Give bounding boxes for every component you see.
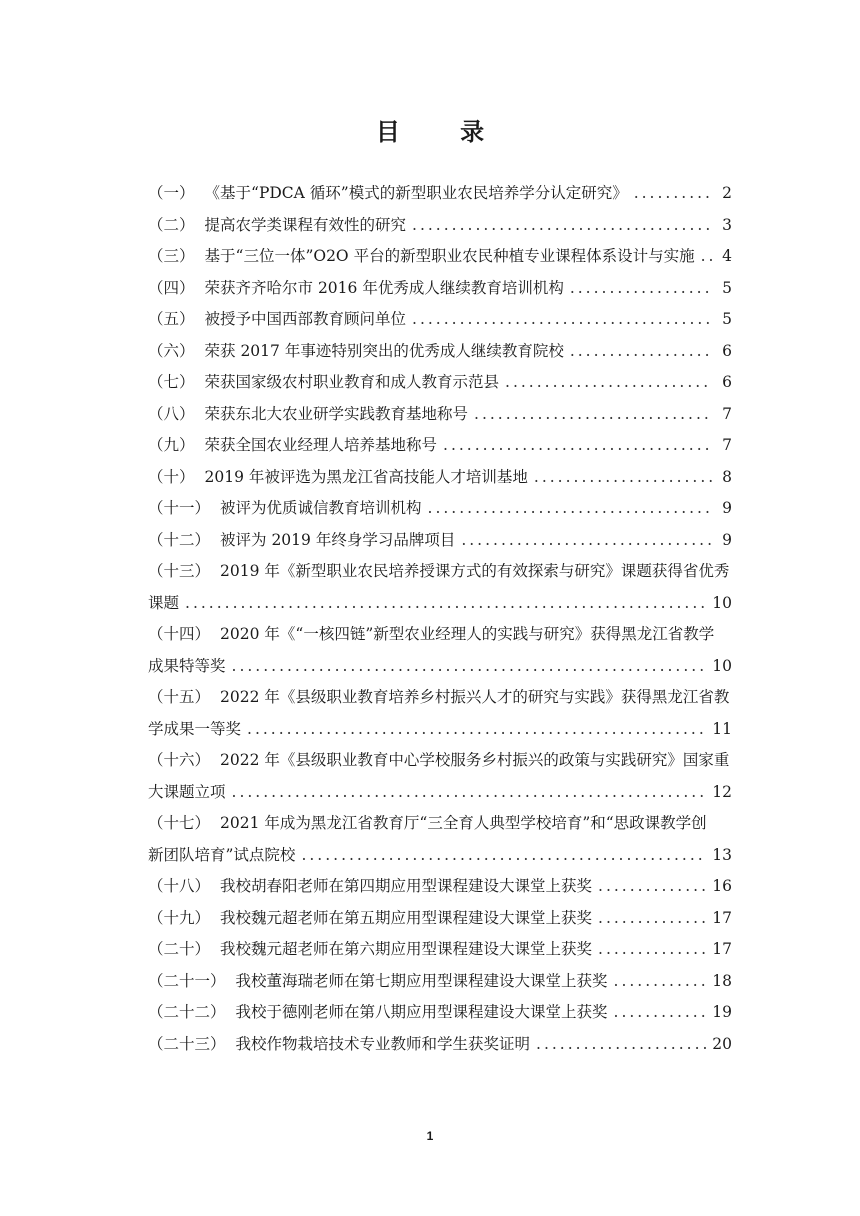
toc-entry[interactable] bbox=[148, 525, 732, 557]
toc-dot-leader bbox=[461, 525, 712, 557]
toc-entry[interactable] bbox=[148, 808, 732, 871]
toc-dot-leader bbox=[428, 493, 712, 525]
toc-entry-page: 2 bbox=[722, 184, 732, 202]
toc-entry[interactable] bbox=[148, 241, 732, 273]
toc-entry-number: （十九） bbox=[148, 908, 211, 927]
toc-entry-page: 7 bbox=[722, 436, 732, 454]
toc-dot-leader bbox=[701, 241, 712, 273]
toc-entry-page: 4 bbox=[722, 247, 732, 265]
toc-entry-title-continued: 成果特等奖 bbox=[148, 656, 226, 675]
toc-entry-page: 12 bbox=[712, 782, 732, 801]
toc-entry[interactable] bbox=[148, 903, 732, 935]
toc-entry-title: 我校魏元超老师在第五期应用型课程建设大课堂上获奖 bbox=[220, 908, 593, 927]
toc-entry[interactable] bbox=[148, 493, 732, 525]
toc-dot-leader bbox=[185, 588, 706, 620]
toc-entry-title: 我校魏元超老师在第六期应用型课程建设大课堂上获奖 bbox=[220, 940, 593, 958]
toc-dot-leader bbox=[570, 273, 712, 305]
toc-entry-page: 17 bbox=[712, 908, 732, 927]
toc-entry-number: （十五） bbox=[148, 688, 211, 706]
toc-entry-number: （七） bbox=[148, 373, 195, 391]
toc-entry[interactable] bbox=[148, 430, 732, 462]
toc-entry[interactable] bbox=[148, 462, 732, 494]
toc-entry-page: 11 bbox=[712, 719, 732, 738]
page-number: 1 bbox=[426, 1129, 434, 1143]
toc-entry-title-continued: 大课题立项 bbox=[148, 782, 226, 801]
toc-entry[interactable] bbox=[148, 336, 732, 368]
toc-entry-number: （四） bbox=[148, 278, 195, 297]
toc-entry-title: 被评为优质诚信教育培训机构 bbox=[220, 499, 422, 517]
toc-entry-title: 被评为 2019 年终身学习品牌项目 bbox=[220, 530, 456, 549]
toc-entry-title: 提高农学类课程有效性的研究 bbox=[204, 215, 407, 234]
toc-entry-title: 2022 年《县级职业教育培养乡村振兴人才的研究与实践》获得黑龙江省教 bbox=[220, 688, 730, 706]
toc-entry-page: 9 bbox=[722, 499, 732, 517]
toc-dot-leader bbox=[412, 304, 712, 336]
toc-entry-number: （十八） bbox=[148, 877, 211, 895]
toc-entry-title: 荣获全国农业经理人培养基地称号 bbox=[204, 436, 438, 454]
toc-entry-number: （五） bbox=[148, 310, 195, 328]
toc-entry-title: 《基于“PDCA 循环”模式的新型职业农民培养学分认定研究》 bbox=[204, 184, 628, 202]
toc-entry-page: 5 bbox=[722, 310, 732, 328]
toc-dot-leader bbox=[634, 178, 712, 210]
toc-entry[interactable] bbox=[148, 934, 732, 966]
table-of-contents bbox=[148, 178, 732, 1060]
toc-entry[interactable] bbox=[148, 367, 732, 399]
toc-entry-page: 10 bbox=[712, 593, 732, 612]
toc-entry[interactable] bbox=[148, 210, 732, 242]
page-title: 目 录 bbox=[375, 117, 511, 146]
toc-entry-number: （九） bbox=[148, 436, 195, 454]
toc-entry-page: 16 bbox=[712, 877, 732, 895]
toc-entry[interactable] bbox=[148, 399, 732, 431]
toc-entry-number: （十二） bbox=[148, 530, 211, 549]
toc-entry-number: （十三） bbox=[148, 562, 211, 580]
toc-entry-number: （二十二） bbox=[148, 1003, 226, 1021]
toc-entry-page: 13 bbox=[712, 845, 732, 864]
toc-entry-number: （十） bbox=[148, 467, 195, 486]
toc-entry[interactable] bbox=[148, 304, 732, 336]
toc-dot-leader bbox=[598, 871, 706, 903]
toc-entry-number: （八） bbox=[148, 404, 195, 423]
toc-dot-leader bbox=[614, 997, 707, 1029]
toc-entry-title: 荣获 2017 年事迹特别突出的优秀成人继续教育院校 bbox=[204, 341, 564, 360]
toc-entry-number: （一） bbox=[148, 184, 195, 202]
toc-entry-title: 2019 年《新型职业农民培养授课方式的有效探索与研究》课题获得省优秀 bbox=[220, 562, 730, 580]
toc-entry-title: 荣获国家级农村职业教育和成人教育示范县 bbox=[204, 373, 500, 391]
toc-entry-page: 6 bbox=[722, 341, 732, 360]
toc-entry[interactable] bbox=[148, 997, 732, 1029]
toc-entry-title: 我校胡春阳老师在第四期应用型课程建设大课堂上获奖 bbox=[220, 877, 593, 895]
toc-entry-number: （三） bbox=[148, 247, 195, 265]
toc-entry-title: 被授予中国西部教育顾问单位 bbox=[204, 310, 407, 328]
toc-entry-number: （二十一） bbox=[148, 971, 226, 990]
toc-entry-title-continued: 课题 bbox=[148, 593, 180, 612]
toc-entry-title: 我校于德刚老师在第八期应用型课程建设大课堂上获奖 bbox=[235, 1003, 608, 1021]
toc-entry[interactable] bbox=[148, 966, 732, 998]
toc-entry[interactable] bbox=[148, 871, 732, 903]
toc-dot-leader bbox=[247, 714, 706, 746]
toc-dot-leader bbox=[232, 651, 707, 683]
toc-dot-leader bbox=[598, 903, 706, 935]
toc-entry-page: 9 bbox=[722, 530, 732, 549]
toc-entry-page: 18 bbox=[712, 971, 732, 990]
toc-dot-leader bbox=[412, 210, 712, 242]
toc-entry[interactable] bbox=[148, 273, 732, 305]
toc-entry-page: 8 bbox=[722, 467, 732, 486]
toc-entry-title: 荣获东北大农业研学实践教育基地称号 bbox=[204, 404, 469, 423]
toc-entry[interactable] bbox=[148, 1029, 732, 1061]
toc-dot-leader bbox=[598, 934, 706, 966]
toc-entry-page: 5 bbox=[722, 278, 732, 297]
toc-entry-number: （六） bbox=[148, 341, 195, 360]
toc-dot-leader bbox=[534, 462, 712, 494]
toc-entry-number: （二十） bbox=[148, 940, 211, 958]
toc-entry-title-continued: 学成果一等奖 bbox=[148, 719, 242, 738]
toc-entry[interactable] bbox=[148, 178, 732, 210]
toc-dot-leader bbox=[443, 430, 712, 462]
toc-entry-page: 7 bbox=[722, 404, 732, 423]
toc-entry-title: 我校董海瑞老师在第七期应用型课程建设大课堂上获奖 bbox=[235, 971, 608, 990]
toc-entry-page: 3 bbox=[722, 215, 732, 234]
toc-entry-page: 19 bbox=[712, 1003, 732, 1021]
toc-entry-page: 10 bbox=[712, 656, 732, 675]
toc-entry[interactable] bbox=[148, 619, 732, 682]
toc-entry-number: （二十三） bbox=[148, 1034, 226, 1053]
toc-entry-number: （十六） bbox=[148, 751, 211, 769]
toc-entry-title: 荣获齐齐哈尔市 2016 年优秀成人继续教育培训机构 bbox=[204, 278, 564, 297]
toc-dot-leader bbox=[474, 399, 712, 431]
toc-dot-leader bbox=[570, 336, 712, 368]
toc-dot-leader bbox=[536, 1029, 706, 1061]
toc-entry-number: （十四） bbox=[148, 625, 211, 643]
toc-dot-leader bbox=[505, 367, 712, 399]
toc-dot-leader bbox=[614, 966, 707, 998]
toc-entry[interactable] bbox=[148, 682, 732, 745]
toc-entry-title: 2022 年《县级职业教育中心学校服务乡村振兴的政策与实践研究》国家重 bbox=[220, 751, 730, 769]
toc-entry[interactable] bbox=[148, 745, 732, 808]
toc-entry-title: 2019 年被评选为黑龙江省高技能人才培训基地 bbox=[204, 467, 528, 486]
toc-entry-page: 17 bbox=[712, 940, 732, 958]
toc-entry-title: 2021 年成为黑龙江省教育厅“三全育人典型学校培育”和“思政课教学创 bbox=[220, 814, 707, 832]
toc-dot-leader bbox=[232, 777, 707, 809]
toc-entry-number: （二） bbox=[148, 215, 195, 234]
toc-entry[interactable] bbox=[148, 556, 732, 619]
toc-entry-number: （十七） bbox=[148, 814, 211, 832]
toc-entry-title: 我校作物栽培技术专业教师和学生获奖证明 bbox=[235, 1034, 531, 1053]
toc-entry-page: 20 bbox=[712, 1034, 732, 1053]
toc-entry-number: （十一） bbox=[148, 499, 211, 517]
toc-entry-title-continued: 新团队培育”试点院校 bbox=[148, 845, 296, 864]
toc-entry-title: 2020 年《“一核四链”新型农业经理人的实践与研究》获得黑龙江省教学 bbox=[220, 625, 715, 643]
toc-dot-leader bbox=[301, 840, 706, 872]
toc-entry-title: 基于“三位一体”O2O 平台的新型职业农民种植专业课程体系设计与实施 bbox=[204, 247, 695, 265]
toc-entry-page: 6 bbox=[722, 373, 732, 391]
